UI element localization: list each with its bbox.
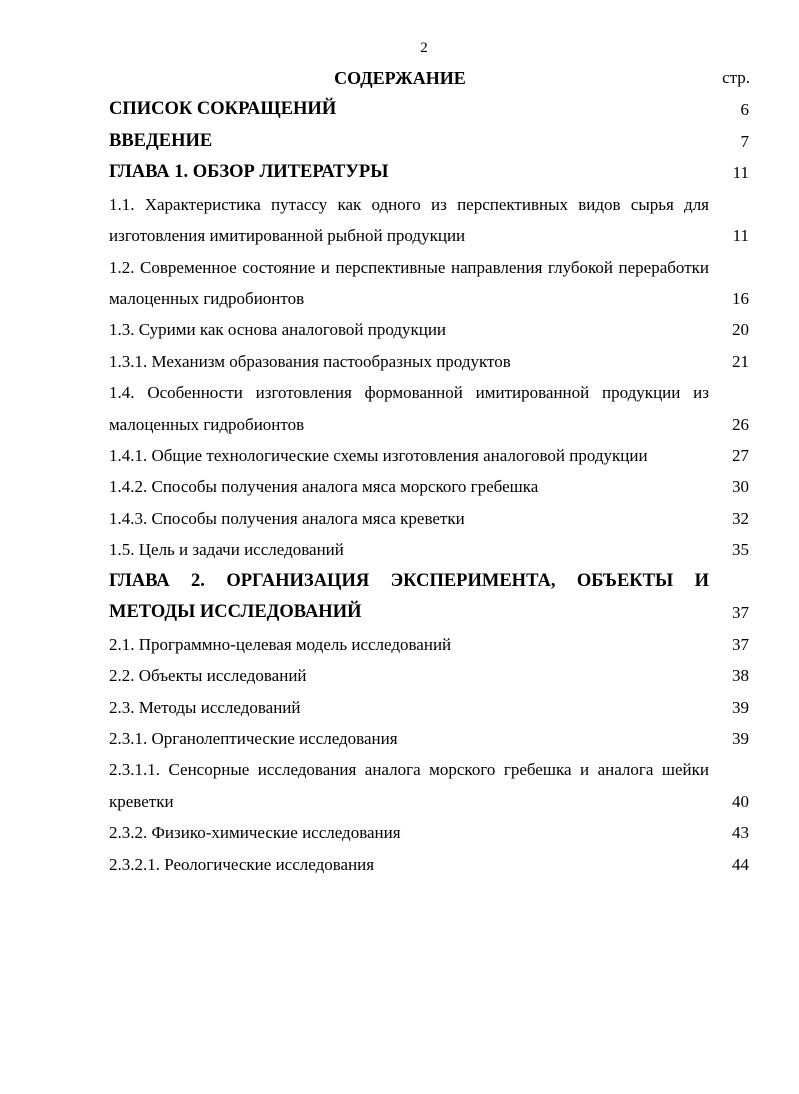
toc-entry-page: 20 xyxy=(732,320,749,340)
toc-entry-title: 1.3.1. Механизм образования пастообразных продуктов xyxy=(109,351,511,371)
toc-entry-title: 2.1. Программно-целевая модель исследований xyxy=(109,634,452,654)
toc-entry-page: 35 xyxy=(732,540,749,560)
toc-entry xyxy=(109,723,749,754)
toc-entry-title: 2.3.2.1. Реологические исследования xyxy=(109,854,375,874)
toc-entry xyxy=(109,660,749,691)
toc-entry xyxy=(109,692,749,723)
table-of-contents xyxy=(109,94,749,880)
toc-entry-title: СПИСОК СОКРАЩЕНИЙ xyxy=(109,99,337,119)
toc-entry-title: 1.4.3. Способы получения аналога мяса креветки xyxy=(109,508,465,528)
toc-entry-title: 1.3. Сурими как основа аналоговой продукции xyxy=(109,320,447,340)
toc-entry-title: ВВЕДЕНИЕ xyxy=(109,130,213,151)
toc-entry-title: 1.4.1. Общие технологические схемы изготовления аналоговой продукции xyxy=(109,446,648,466)
page-number: 2 xyxy=(420,40,428,56)
toc-entry-page: 16 xyxy=(732,289,749,308)
toc-entry xyxy=(109,126,749,158)
toc-entry-page: 7 xyxy=(740,131,749,151)
toc-entry-page: 27 xyxy=(732,446,749,466)
toc-entry-page: 40 xyxy=(732,791,749,811)
toc-entry-page: 26 xyxy=(732,414,749,434)
toc-entry-page: 39 xyxy=(732,697,749,717)
toc-entry-page: 6 xyxy=(740,100,749,119)
toc-entry-page: 44 xyxy=(732,854,749,874)
toc-entry-page: 38 xyxy=(732,666,749,686)
toc-entry xyxy=(109,817,749,848)
toc-entry xyxy=(109,377,749,440)
toc-entry xyxy=(109,849,749,880)
toc-entry-page: 43 xyxy=(732,823,749,843)
toc-entry-page: 30 xyxy=(732,477,749,497)
toc-entry-title: ГЛАВА 1. ОБЗОР ЛИТЕРАТУРЫ xyxy=(109,162,389,183)
toc-entry xyxy=(109,503,749,534)
toc-entry-page: 11 xyxy=(732,226,749,246)
toc-entry xyxy=(109,346,749,377)
toc-entry xyxy=(109,471,749,502)
toc-entry-title: 2.3. Методы исследований xyxy=(109,697,301,717)
toc-entry-title: ГЛАВА 2. ОРГАНИЗАЦИЯ ЭКСПЕРИМЕНТА, ОБЪЕКТЫ И МЕТОДЫ ИССЛЕДОВАНИЙ xyxy=(109,570,709,623)
toc-entry-title: 1.4.2. Способы получения аналога мяса морского гребешка xyxy=(109,477,539,497)
toc-entry-title: 1.4. Особенности изготовления формованной имитированной продукции из малоценных гидробионтов xyxy=(109,383,709,434)
toc-entry xyxy=(109,314,749,345)
page-column-label: стр. xyxy=(722,68,750,87)
toc-entry xyxy=(109,534,749,565)
toc-entry-title: 2.2. Объекты исследований xyxy=(109,666,307,686)
toc-title: СОДЕРЖАНИЕ xyxy=(334,68,466,88)
toc-entry-title: 1.1. Характеристика путассу как одного из перспективных видов сырья для изготовления имитированной рыбной продукции xyxy=(109,194,709,246)
toc-entry-title: 1.2. Современное состояние и перспективные направления глубокой переработки малоценных гидробионтов xyxy=(109,257,709,308)
toc-entry xyxy=(109,252,749,315)
toc-entry-title: 2.3.2. Физико-химические исследования xyxy=(109,823,401,843)
toc-entry-title: 2.3.1.1. Сенсорные исследования аналога морского гребешка и аналога шейки креветки xyxy=(109,760,709,811)
toc-entry-page: 37 xyxy=(732,603,749,623)
toc-entry-page: 21 xyxy=(732,351,749,371)
toc-entry xyxy=(109,189,749,252)
toc-entry-title: 2.3.1. Органолептические исследования xyxy=(109,729,398,749)
toc-entry-page: 32 xyxy=(732,508,749,528)
toc-entry-page: 37 xyxy=(732,634,749,654)
toc-entry xyxy=(109,440,749,471)
toc-entry xyxy=(109,157,749,189)
toc-entry xyxy=(109,629,749,660)
toc-entry xyxy=(109,754,749,817)
toc-entry-title: 1.5. Цель и задачи исследований xyxy=(109,540,344,560)
toc-entry xyxy=(109,566,749,629)
toc-entry-page: 39 xyxy=(732,729,749,749)
toc-entry-page: 11 xyxy=(732,163,749,183)
toc-entry xyxy=(109,94,749,126)
